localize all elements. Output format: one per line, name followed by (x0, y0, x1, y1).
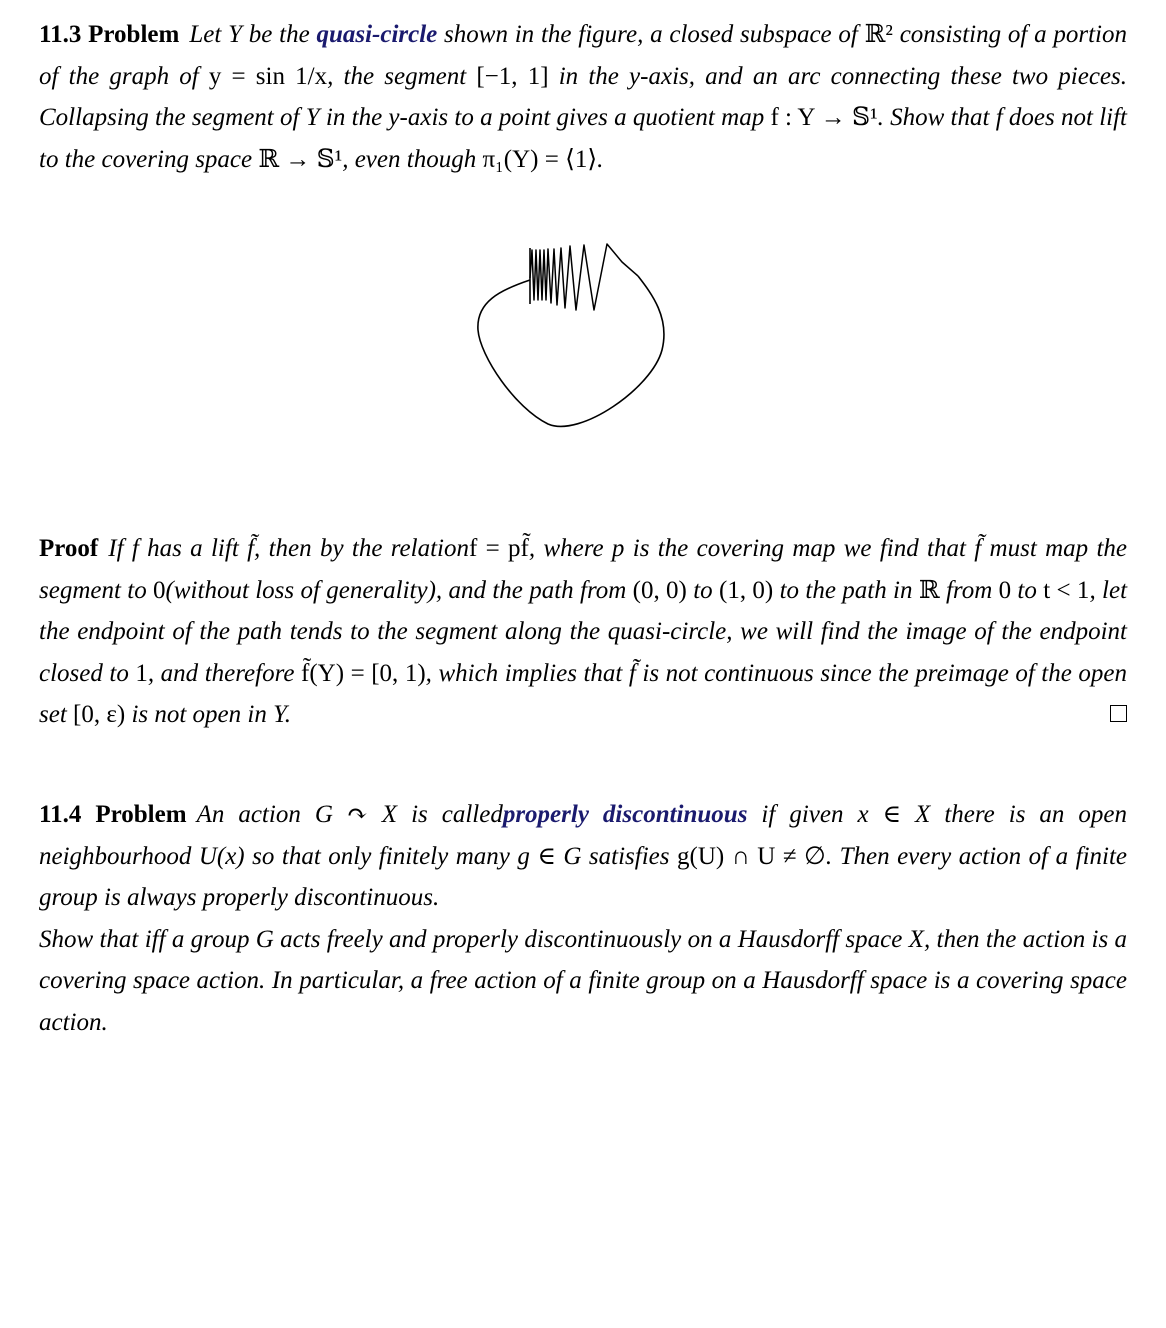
connecting-arc (478, 276, 664, 426)
problem-11-4: 11.4 Problem An action G ↷ X is calledproperly discontinuous if given x ∈ X there is an open neighbourhood U(x) so that only finitely many g ∈ G satisfies g(U) ∩ U ≠ ∅. Then every action of a finite group is always properly discontinuous. Show that iff a group G acts freely and properly discontinuously on a Hausdorff space X, then the action is a covering space action. In particular, a free action of a finite group on a Hausdorff space is a covering space action. (39, 801, 1128, 1036)
qed-symbol (1110, 705, 1127, 722)
problem-heading: 11.3 Problem (39, 21, 180, 48)
problem-11-3: 11.3 Problem Let Y be the quasi-circle shown in the figure, a closed subspace of ℝ² consisting of a portion of the graph of y = sin 1/x, the segment [−1, 1] in the y-axis, and an arc connecting these two pieces. Collapsing the segment of Y in the y-axis to a point gives a quotient map f : Y → 𝕊¹. Show that f does not lift to the covering space ℝ → 𝕊¹, even though π₁(Y) = ⟨1⟩. (39, 21, 1127, 173)
quasi-circle-figure (470, 238, 670, 433)
sin-one-over-x-curve (530, 244, 638, 310)
term-quasi-circle: quasi-circle (316, 21, 438, 48)
proof: Proof If f has a lift f̃, then by the relationf = pf̃, where p is the covering map we find that f̃ must map the segment to 0(without loss of generality), and the path from (0, 0) to (1, 0) to the path in ℝ from 0 to t < 1, let the endpoint of the path tends to the segment along the quasi-circle, we will find the image of the endpoint closed to 1, and therefore f̃(Y) = [0, 1), which implies that f̃ is not continuous since the preimage of the open set [0, ε) is not open in Y. (39, 535, 1128, 728)
term-properly-discontinuous: properly discontinuous (502, 801, 748, 828)
problem-heading: 11.4 Problem (39, 801, 187, 828)
proof-heading: Proof (39, 535, 99, 562)
quasi-circle-drawing (470, 238, 670, 433)
